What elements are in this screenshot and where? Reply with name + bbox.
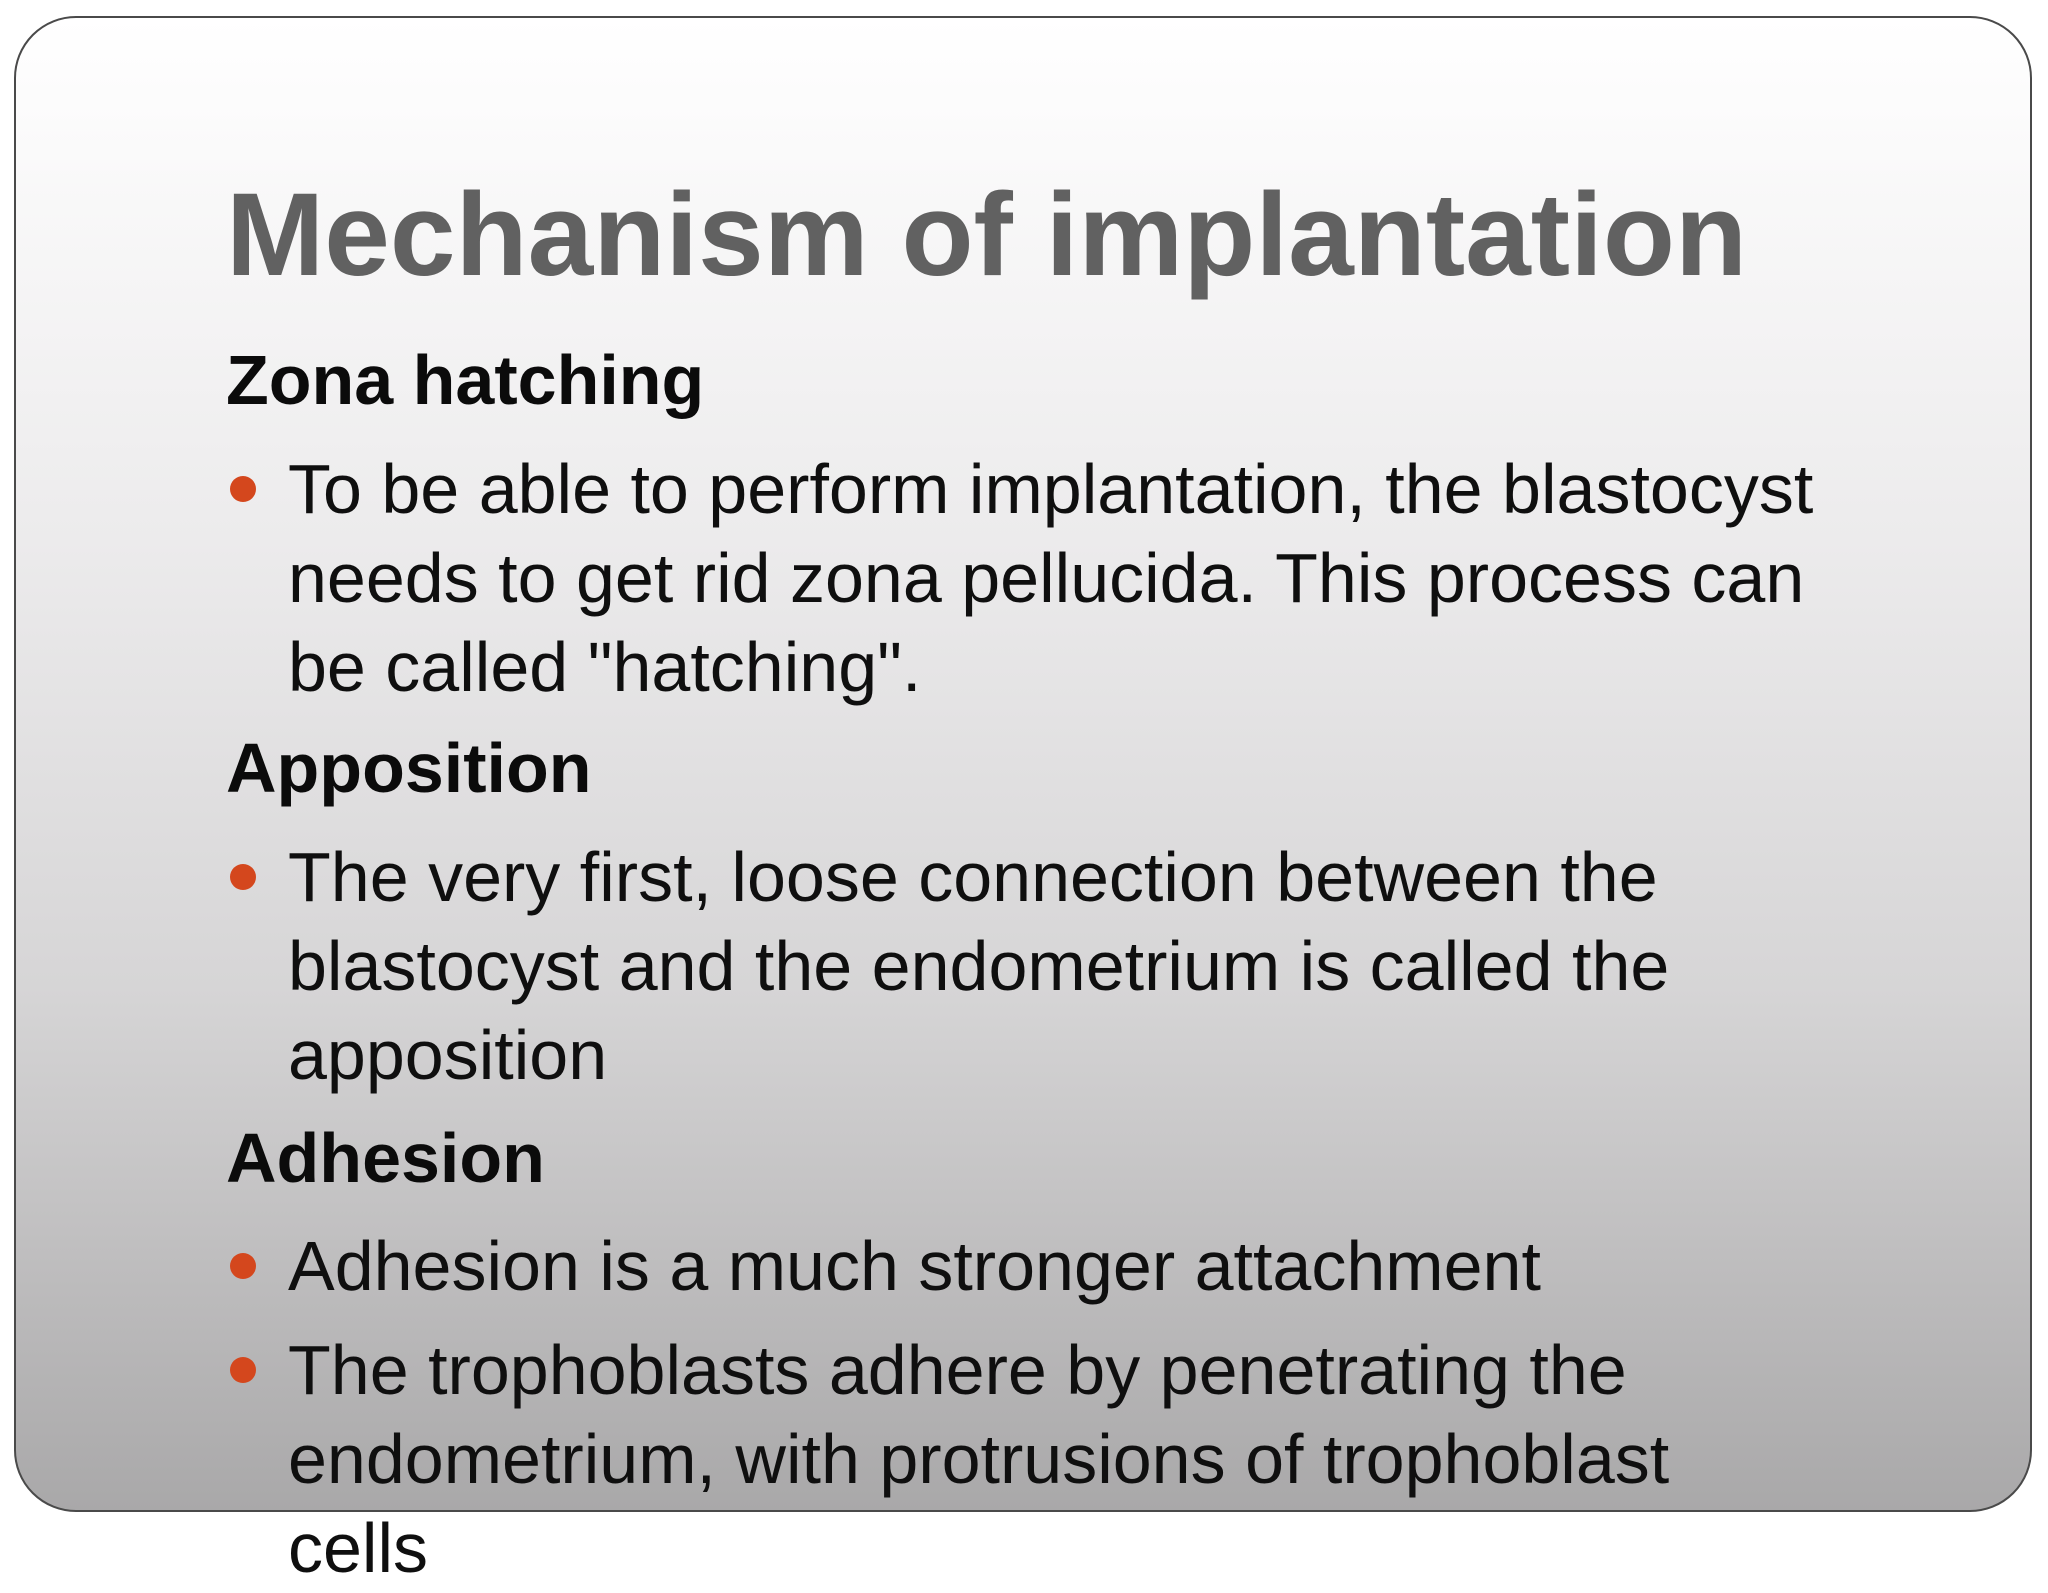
section-heading-apposition: Apposition bbox=[226, 729, 592, 807]
bullet-line: cells bbox=[288, 1509, 429, 1587]
bullet-line: The trophoblasts adhere by penetrating the bbox=[288, 1331, 1627, 1409]
slide-content bbox=[226, 0, 1986, 1587]
bullet-line: Adhesion is a much stronger attachment bbox=[288, 1227, 1541, 1305]
bullet-adhesion-2 bbox=[226, 1326, 1926, 1593]
section-heading-zona-hatching: Zona hatching bbox=[226, 341, 705, 419]
slide-title: Mechanism of implantation bbox=[226, 169, 1748, 301]
section-heading-adhesion: Adhesion bbox=[226, 1119, 545, 1197]
bullet-line: be called "hatching". bbox=[288, 628, 922, 706]
bullet-dot-icon bbox=[230, 864, 256, 890]
bullet-line: apposition bbox=[288, 1016, 608, 1094]
bullet-dot-icon bbox=[230, 476, 256, 502]
bullet-line: blastocyst and the endometrium is called the bbox=[288, 927, 1670, 1005]
bullet-dot-icon bbox=[230, 1253, 256, 1279]
bullet-line: needs to get rid zona pellucida. This process can bbox=[288, 539, 1805, 617]
bullet-apposition-1 bbox=[226, 833, 1926, 1100]
bullet-zona-hatching-1 bbox=[226, 445, 1926, 712]
bullet-line: The very first, loose connection between the bbox=[288, 838, 1658, 916]
bullet-line: To be able to perform implantation, the blastocyst bbox=[288, 450, 1814, 528]
bullet-dot-icon bbox=[230, 1357, 256, 1383]
bullet-line: endometrium, with protrusions of trophoblast bbox=[288, 1420, 1670, 1498]
bullet-adhesion-1 bbox=[226, 1222, 1926, 1311]
